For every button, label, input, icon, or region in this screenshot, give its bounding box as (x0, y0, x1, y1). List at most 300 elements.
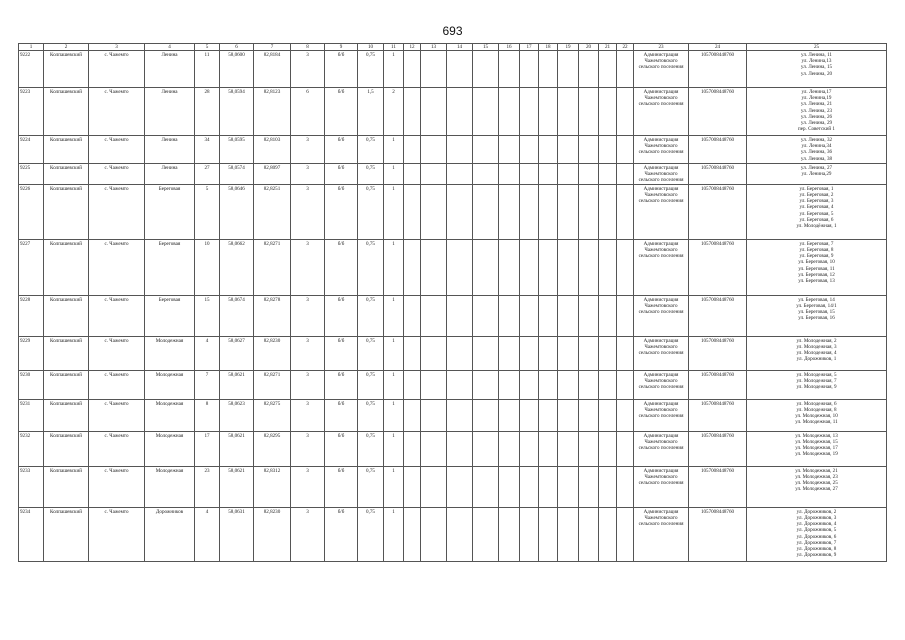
empty-cell (447, 136, 473, 164)
table-row (19, 136, 887, 164)
unit-count-cell: 1 (384, 164, 404, 185)
empty-cell (520, 88, 539, 136)
empty-cell (421, 467, 447, 508)
served-addresses-cell (747, 400, 887, 432)
ogrn-cell: 1057008448760 (689, 240, 747, 296)
administration-cell (634, 185, 689, 240)
container-count-cell: 3 (291, 51, 325, 88)
empty-cell (404, 400, 421, 432)
container-count-cell: 3 (291, 240, 325, 296)
empty-cell (579, 296, 599, 337)
empty-cell (499, 88, 520, 136)
longitude-cell: 82,8278 (254, 296, 291, 337)
ogrn-cell: 1057008448760 (689, 185, 747, 240)
served-address-line: ул. Ленина,17 (801, 88, 832, 95)
empty-cell (473, 508, 499, 562)
served-addresses-cell (747, 240, 887, 296)
empty-cell (404, 185, 421, 240)
administration-line: Администрация (643, 400, 679, 407)
street-cell: Береговая (145, 185, 195, 240)
empty-cell (599, 508, 617, 562)
served-address-line: ул. Береговая, 5 (799, 210, 834, 217)
empty-cell (520, 400, 539, 432)
empty-cell (499, 136, 520, 164)
empty-cell (404, 432, 421, 467)
administration-line: сельского поселения (638, 445, 684, 451)
served-address-line: ул. Молодёжная, 1 (796, 223, 837, 229)
served-addresses-cell (747, 185, 887, 240)
column-number-header: 6 (220, 44, 254, 51)
empty-cell (617, 400, 634, 432)
served-address-line: ул. Береговая, 14 (798, 296, 835, 303)
administration-line: сельского поселения (638, 177, 684, 184)
volume-cell: 0,75 (358, 51, 384, 88)
ogrn-cell: 1057008448760 (689, 136, 747, 164)
served-address-line: ул. Ленина, 11 (801, 51, 832, 58)
column-number-header: 13 (421, 44, 447, 51)
district-cell: Колпашевский (44, 432, 89, 467)
surface-type-cell: б/б (325, 240, 358, 296)
volume-cell: 0,75 (358, 136, 384, 164)
served-address-line: ул. Ленина,34 (801, 143, 832, 149)
district-cell: Колпашевский (44, 467, 89, 508)
district-cell: Колпашевский (44, 337, 89, 371)
longitude-cell: 82,8275 (254, 400, 291, 432)
empty-cell (617, 51, 634, 88)
empty-cell (520, 240, 539, 296)
empty-cell (579, 371, 599, 400)
administration-line: Администрация (643, 164, 679, 171)
empty-cell (617, 432, 634, 467)
administration-line: сельского поселения (638, 309, 684, 315)
row-id-cell: 9228 (19, 296, 44, 337)
column-number-header: 17 (520, 44, 539, 51)
administration-line: Чажемтовского (644, 95, 678, 101)
empty-cell (617, 164, 634, 185)
village-cell: с. Чажемто (89, 88, 145, 136)
administration-line: Чажемтовского (644, 473, 678, 480)
column-number-header: 25 (747, 44, 887, 51)
table-row (19, 400, 887, 432)
column-number-header: 2 (44, 44, 89, 51)
served-address-line: пер. Советский 1 (798, 126, 835, 133)
column-number-header: 11 (384, 44, 404, 51)
served-address-line: ул. Береговая, 7 (799, 240, 834, 247)
administration-line: сельского поселения (638, 350, 684, 356)
served-address-line: ул. Дорожников, 3 (796, 514, 837, 521)
district-cell: Колпашевский (44, 164, 89, 185)
village-cell: с. Чажемто (89, 164, 145, 185)
administration-line: Чажемтовского (644, 58, 678, 64)
empty-cell (499, 467, 520, 508)
administration-line: Чажемтовского (644, 191, 678, 198)
empty-cell (539, 337, 558, 371)
served-address-line: ул. Молодежная, 7 (796, 377, 837, 384)
empty-cell (520, 508, 539, 562)
volume-cell: 0,75 (358, 432, 384, 467)
latitude-cell: 58,0621 (220, 432, 254, 467)
ogrn-cell: 1057008448760 (689, 296, 747, 337)
administration-line: Чажемтовского (644, 406, 678, 413)
volume-cell: 0,75 (358, 467, 384, 508)
surface-type-cell: б/б (325, 400, 358, 432)
latitude-cell: 58,0662 (220, 240, 254, 296)
empty-cell (447, 371, 473, 400)
served-addresses-cell (747, 337, 887, 371)
served-address-line: ул. Дорожников, 4 (796, 521, 837, 527)
column-number-header: 8 (291, 44, 325, 51)
column-number-header: 19 (558, 44, 579, 51)
served-address-line: ул. Ленина, 38 (800, 155, 833, 162)
empty-cell (473, 240, 499, 296)
table-row (19, 51, 887, 88)
served-addresses-cell (747, 467, 887, 508)
house-number-cell: 27 (195, 164, 220, 185)
served-address-line: ул. Молодежная, 27 (795, 486, 838, 493)
empty-cell (520, 337, 539, 371)
served-address-line: ул. Береговая, 6 (799, 216, 834, 223)
empty-cell (599, 164, 617, 185)
column-number-header: 24 (689, 44, 747, 51)
empty-cell (558, 88, 579, 136)
container-count-cell: 3 (291, 337, 325, 371)
empty-cell (579, 185, 599, 240)
empty-cell (421, 164, 447, 185)
empty-cell (447, 337, 473, 371)
empty-cell (558, 136, 579, 164)
served-address-line: ул. Береговая, 3 (799, 198, 834, 204)
house-number-cell: 5 (195, 185, 220, 240)
empty-cell (499, 371, 520, 400)
empty-cell (404, 467, 421, 508)
empty-cell (520, 371, 539, 400)
empty-cell (404, 164, 421, 185)
house-number-cell: 4 (195, 508, 220, 562)
empty-cell (404, 371, 421, 400)
empty-cell (520, 51, 539, 88)
surface-type-cell: б/б (325, 371, 358, 400)
registry-table (18, 43, 887, 562)
longitude-cell: 82,8103 (254, 136, 291, 164)
empty-cell (558, 400, 579, 432)
administration-line: Чажемтовского (644, 343, 678, 350)
empty-cell (421, 400, 447, 432)
surface-type-cell: б/б (325, 296, 358, 337)
empty-cell (404, 136, 421, 164)
longitude-cell: 82,8312 (254, 467, 291, 508)
empty-cell (539, 51, 558, 88)
row-id-cell: 9229 (19, 337, 44, 371)
empty-cell (599, 88, 617, 136)
served-address-line: ул. Молодежная, 13 (795, 432, 838, 439)
served-address-line: ул. Ленина,13 (801, 58, 832, 64)
district-cell: Колпашевский (44, 136, 89, 164)
served-addresses-cell (747, 508, 887, 562)
empty-cell (447, 88, 473, 136)
empty-cell (617, 296, 634, 337)
empty-cell (499, 240, 520, 296)
empty-cell (539, 164, 558, 185)
administration-line: Администрация (643, 240, 679, 247)
empty-cell (579, 88, 599, 136)
administration-cell (634, 88, 689, 136)
empty-cell (473, 51, 499, 88)
served-address-line: ул. Ленина, 21 (800, 101, 833, 108)
empty-cell (473, 467, 499, 508)
latitude-cell: 58,0574 (220, 164, 254, 185)
latitude-cell: 58,0595 (220, 136, 254, 164)
served-address-line: ул. Береговая, 10 (798, 259, 835, 266)
unit-count-cell: 1 (384, 185, 404, 240)
surface-type-cell: б/б (325, 467, 358, 508)
empty-cell (421, 371, 447, 400)
empty-cell (447, 164, 473, 185)
latitude-cell: 58,0621 (220, 371, 254, 400)
served-addresses-cell (747, 88, 887, 136)
administration-cell (634, 240, 689, 296)
empty-cell (617, 508, 634, 562)
empty-cell (558, 371, 579, 400)
empty-cell (499, 164, 520, 185)
empty-cell (579, 337, 599, 371)
column-number-header: 5 (195, 44, 220, 51)
served-address-line: ул. Дорожников, 1 (796, 356, 837, 363)
unit-count-cell: 1 (384, 337, 404, 371)
container-count-cell: 3 (291, 508, 325, 562)
district-cell: Колпашевский (44, 240, 89, 296)
street-cell: Береговая (145, 240, 195, 296)
empty-cell (599, 432, 617, 467)
empty-cell (558, 296, 579, 337)
empty-cell (520, 164, 539, 185)
served-address-line: ул. Дорожников, 5 (796, 527, 837, 534)
administration-line: Администрация (643, 337, 679, 344)
empty-cell (599, 185, 617, 240)
empty-cell (473, 88, 499, 136)
empty-cell (447, 296, 473, 337)
container-count-cell: 3 (291, 185, 325, 240)
row-id-cell: 9230 (19, 371, 44, 400)
unit-count-cell: 2 (384, 88, 404, 136)
administration-line: Администрация (643, 432, 679, 439)
empty-cell (539, 185, 558, 240)
village-cell: с. Чажемто (89, 400, 145, 432)
surface-type-cell: б/б (325, 185, 358, 240)
administration-line: Администрация (643, 508, 679, 515)
empty-cell (520, 296, 539, 337)
surface-type-cell: б/б (325, 164, 358, 185)
served-address-line: ул. Ленина, 20 (800, 70, 833, 77)
served-address-line: ул. Молодежная, 6 (796, 400, 837, 407)
served-address-line: ул. Ленина, 36 (800, 149, 833, 156)
empty-cell (473, 296, 499, 337)
house-number-cell: 34 (195, 136, 220, 164)
empty-cell (421, 51, 447, 88)
village-cell: с. Чажемто (89, 467, 145, 508)
administration-line: сельского поселения (638, 64, 684, 71)
served-address-line: ул. Молодежная, 5 (796, 371, 837, 378)
administration-cell (634, 164, 689, 185)
served-address-line: ул. Молодежная, 25 (795, 480, 838, 486)
volume-cell: 0,75 (358, 296, 384, 337)
empty-cell (599, 467, 617, 508)
row-id-cell: 9226 (19, 185, 44, 240)
village-cell: с. Чажемто (89, 51, 145, 88)
empty-cell (579, 400, 599, 432)
empty-cell (558, 337, 579, 371)
empty-cell (617, 371, 634, 400)
longitude-cell: 82,8230 (254, 508, 291, 562)
ogrn-cell: 1057008448760 (689, 164, 747, 185)
administration-cell (634, 400, 689, 432)
empty-cell (539, 88, 558, 136)
administration-line: Чажемтовского (644, 438, 678, 445)
empty-cell (421, 508, 447, 562)
served-address-line: ул. Ленина,19 (801, 95, 832, 101)
street-cell: Молодежная (145, 337, 195, 371)
latitude-cell: 58,0600 (220, 51, 254, 88)
empty-cell (599, 136, 617, 164)
administration-line: сельского поселения (638, 149, 684, 156)
empty-cell (617, 136, 634, 164)
served-address-line: ул. Молодежная, 21 (795, 467, 838, 474)
ogrn-cell: 1057008448760 (689, 51, 747, 88)
empty-cell (558, 508, 579, 562)
administration-cell (634, 296, 689, 337)
village-cell: с. Чажемто (89, 371, 145, 400)
village-cell: с. Чажемто (89, 508, 145, 562)
empty-cell (421, 185, 447, 240)
table-row (19, 432, 887, 467)
column-number-header: 10 (358, 44, 384, 51)
administration-line: сельского поселения (638, 101, 684, 108)
administration-line: сельского поселения (638, 198, 684, 204)
served-address-line: ул. Береговая, 2 (799, 191, 834, 198)
column-number-header: 3 (89, 44, 145, 51)
administration-cell (634, 371, 689, 400)
served-address-line: ул. Молодежная, 19 (795, 451, 838, 458)
served-address-line: ул. Ленина, 32 (800, 136, 833, 143)
volume-cell: 1,5 (358, 88, 384, 136)
village-cell: с. Чажемто (89, 296, 145, 337)
empty-cell (473, 164, 499, 185)
empty-cell (539, 240, 558, 296)
house-number-cell: 4 (195, 337, 220, 371)
latitude-cell: 58,0674 (220, 296, 254, 337)
served-address-line: ул. Ленина, 29 (800, 120, 833, 126)
served-address-line: ул. Береговая, 12 (798, 271, 835, 278)
administration-cell (634, 136, 689, 164)
served-address-line: ул. Молодежная, 9 (796, 384, 837, 390)
surface-type-cell: б/б (325, 88, 358, 136)
empty-cell (404, 88, 421, 136)
administration-line: Чажемтовского (644, 302, 678, 309)
empty-cell (579, 508, 599, 562)
table-row (19, 164, 887, 185)
empty-cell (539, 432, 558, 467)
district-cell: Колпашевский (44, 185, 89, 240)
empty-cell (558, 51, 579, 88)
empty-cell (473, 337, 499, 371)
served-address-line: ул. Береговая, 1 (799, 185, 834, 192)
empty-cell (579, 164, 599, 185)
empty-cell (539, 136, 558, 164)
empty-cell (473, 185, 499, 240)
district-cell: Колпашевский (44, 508, 89, 562)
street-cell: Ленина (145, 88, 195, 136)
longitude-cell: 82,8184 (254, 51, 291, 88)
house-number-cell: 15 (195, 296, 220, 337)
administration-line: сельского поселения (638, 384, 684, 390)
unit-count-cell: 1 (384, 371, 404, 400)
served-address-line: ул. Береговая, 4 (799, 204, 834, 211)
served-address-line: ул. Молодежная, 11 (795, 419, 838, 426)
empty-cell (447, 508, 473, 562)
street-cell: Береговая (145, 296, 195, 337)
row-id-cell: 9233 (19, 467, 44, 508)
empty-cell (617, 467, 634, 508)
volume-cell: 0,75 (358, 508, 384, 562)
column-number-header: 12 (404, 44, 421, 51)
administration-line: Чажемтовского (644, 514, 678, 521)
house-number-cell: 7 (195, 371, 220, 400)
served-address-line: ул. Дорожников, 9 (796, 552, 837, 559)
column-number-header: 14 (447, 44, 473, 51)
ogrn-cell: 1057008448760 (689, 371, 747, 400)
district-cell: Колпашевский (44, 88, 89, 136)
served-address-line: ул. Ленина, 27 (800, 164, 833, 171)
empty-cell (539, 467, 558, 508)
empty-cell (404, 296, 421, 337)
empty-cell (447, 432, 473, 467)
administration-line: Администрация (643, 467, 679, 474)
empty-cell (473, 432, 499, 467)
column-number-header: 15 (473, 44, 499, 51)
surface-type-cell: б/б (325, 51, 358, 88)
unit-count-cell: 1 (384, 240, 404, 296)
empty-cell (599, 240, 617, 296)
district-cell: Колпашевский (44, 371, 89, 400)
row-id-cell: 9224 (19, 136, 44, 164)
administration-line: Чажемтовского (644, 377, 678, 384)
row-id-cell: 9231 (19, 400, 44, 432)
empty-cell (539, 296, 558, 337)
latitude-cell: 58,0594 (220, 88, 254, 136)
longitude-cell: 82,8295 (254, 432, 291, 467)
surface-type-cell: б/б (325, 337, 358, 371)
house-number-cell: 11 (195, 51, 220, 88)
empty-cell (599, 296, 617, 337)
street-cell: Дорожников (145, 508, 195, 562)
house-number-cell: 10 (195, 240, 220, 296)
volume-cell: 0,75 (358, 185, 384, 240)
table-row (19, 185, 887, 240)
empty-cell (558, 467, 579, 508)
served-addresses-cell (747, 371, 887, 400)
surface-type-cell: б/б (325, 432, 358, 467)
served-address-line: ул. Ленина, 26 (800, 113, 833, 120)
unit-count-cell: 1 (384, 508, 404, 562)
served-address-line: ул. Молодежная, 3 (796, 343, 837, 350)
served-address-line: ул. Молодежная, 17 (795, 445, 838, 451)
house-number-cell: 23 (195, 467, 220, 508)
page-number: 693 (442, 24, 463, 38)
empty-cell (447, 467, 473, 508)
served-address-line: ул. Береговая, 9 (799, 253, 834, 259)
served-address-line: ул. Дорожников, 6 (796, 533, 837, 540)
administration-line: Администрация (643, 88, 679, 95)
administration-cell (634, 508, 689, 562)
